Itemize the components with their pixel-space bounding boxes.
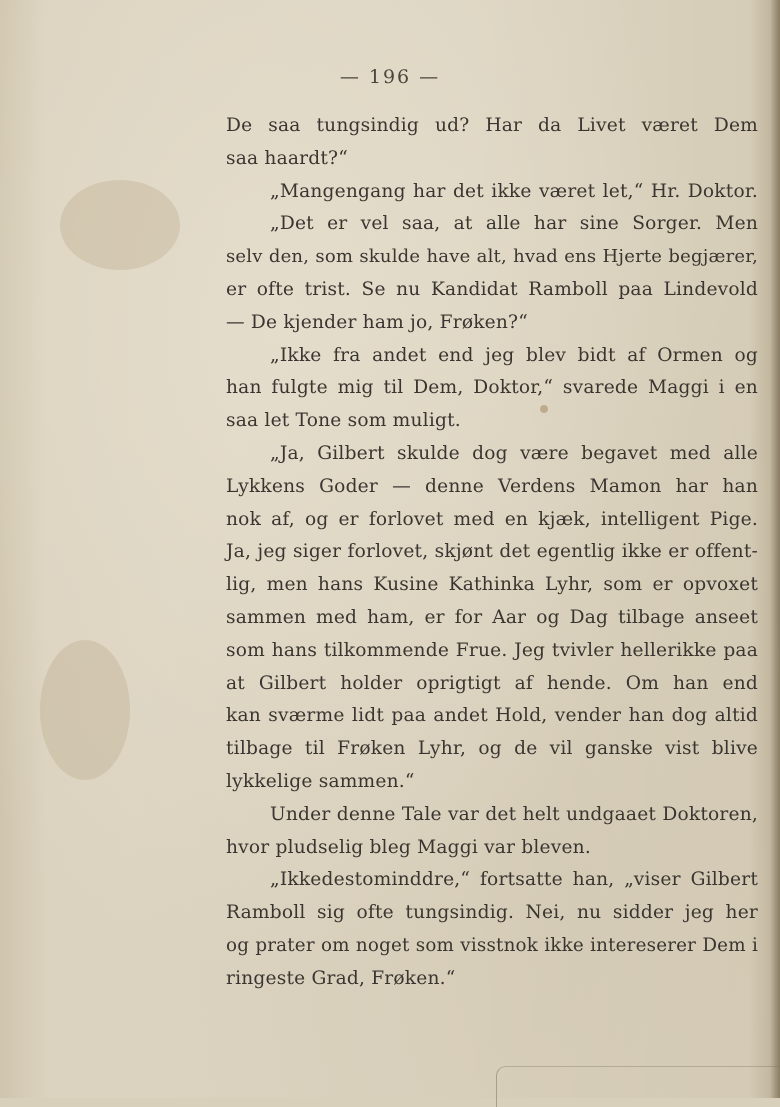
text-line: lig, men hans Kusine Kathinka Lyhr, som er opvoxet: [226, 574, 758, 596]
text-line: saa haardt?“: [226, 147, 348, 169]
text-line: hvor pludselig bleg Maggi var bleven.: [226, 836, 591, 858]
text-line: „Mangengang har det ikke været let,“ Hr. Doktor.: [270, 180, 758, 202]
text-line: saa let Tone som muligt.: [226, 410, 461, 432]
body-text: [226, 110, 758, 996]
text-line: De saa tungsindig ud? Har da Livet været Dem: [226, 115, 758, 136]
text-line: „Ikkedestominddre,“ fortsatte han, „viser Gilbert: [270, 869, 758, 891]
text-line: tilbage til Frøken Lyhr, og de vil ganske vist blive: [226, 738, 758, 760]
text-line: Under denne Tale var det helt undgaaet Doktoren,: [270, 803, 758, 825]
text-line: selv den, som skulde have alt, hvad ens Hjerte begjærer,: [226, 246, 758, 268]
text-line: ringeste Grad, Frøken.“: [226, 967, 456, 989]
page-fold-mark: [496, 1066, 780, 1107]
text-line: Ja, jeg siger forlovet, skjønt det egentlig ikke er offent-: [226, 541, 758, 563]
text-line: Lykkens Goder — denne Verdens Mamon har han: [226, 475, 758, 497]
text-line: „Det er vel saa, at alle har sine Sorger. Men: [270, 213, 758, 235]
text-line: nok af, og er forlovet med en kjæk, intelligent Pige.: [226, 508, 758, 530]
text-line: — De kjender ham jo, Frøken?“: [226, 311, 528, 333]
page-edge: [770, 0, 780, 1098]
text-line: som hans tilkommende Frue. Jeg tvivler hellerikke paa: [226, 639, 758, 661]
text-line: at Gilbert holder oprigtigt af hende. Om han end: [226, 672, 758, 694]
page-number: — 196 —: [339, 66, 441, 88]
text-line: sammen med ham, er for Aar og Dag tilbage anseet: [226, 606, 758, 628]
text-line: kan sværme lidt paa andet Hold, vender han dog altid: [226, 705, 758, 727]
paper-stain: [60, 180, 180, 270]
text-line: „Ikke fra andet end jeg blev bidt af Ormen og: [270, 344, 758, 366]
text-line: han fulgte mig til Dem, Doktor,“ svarede Maggi i en: [226, 377, 758, 399]
text-line: lykkelige sammen.“: [226, 770, 415, 792]
text-line: er ofte trist. Se nu Kandidat Ramboll paa Lindevold: [226, 278, 758, 300]
text-line: og prater om noget som visstnok ikke intereserer Dem i: [226, 934, 758, 956]
text-line: „Ja, Gilbert skulde dog være begavet med alle: [270, 442, 758, 464]
text-line: Ramboll sig ofte tungsindig. Nei, nu sidder jeg her: [226, 902, 758, 924]
paper-stain: [40, 640, 130, 780]
